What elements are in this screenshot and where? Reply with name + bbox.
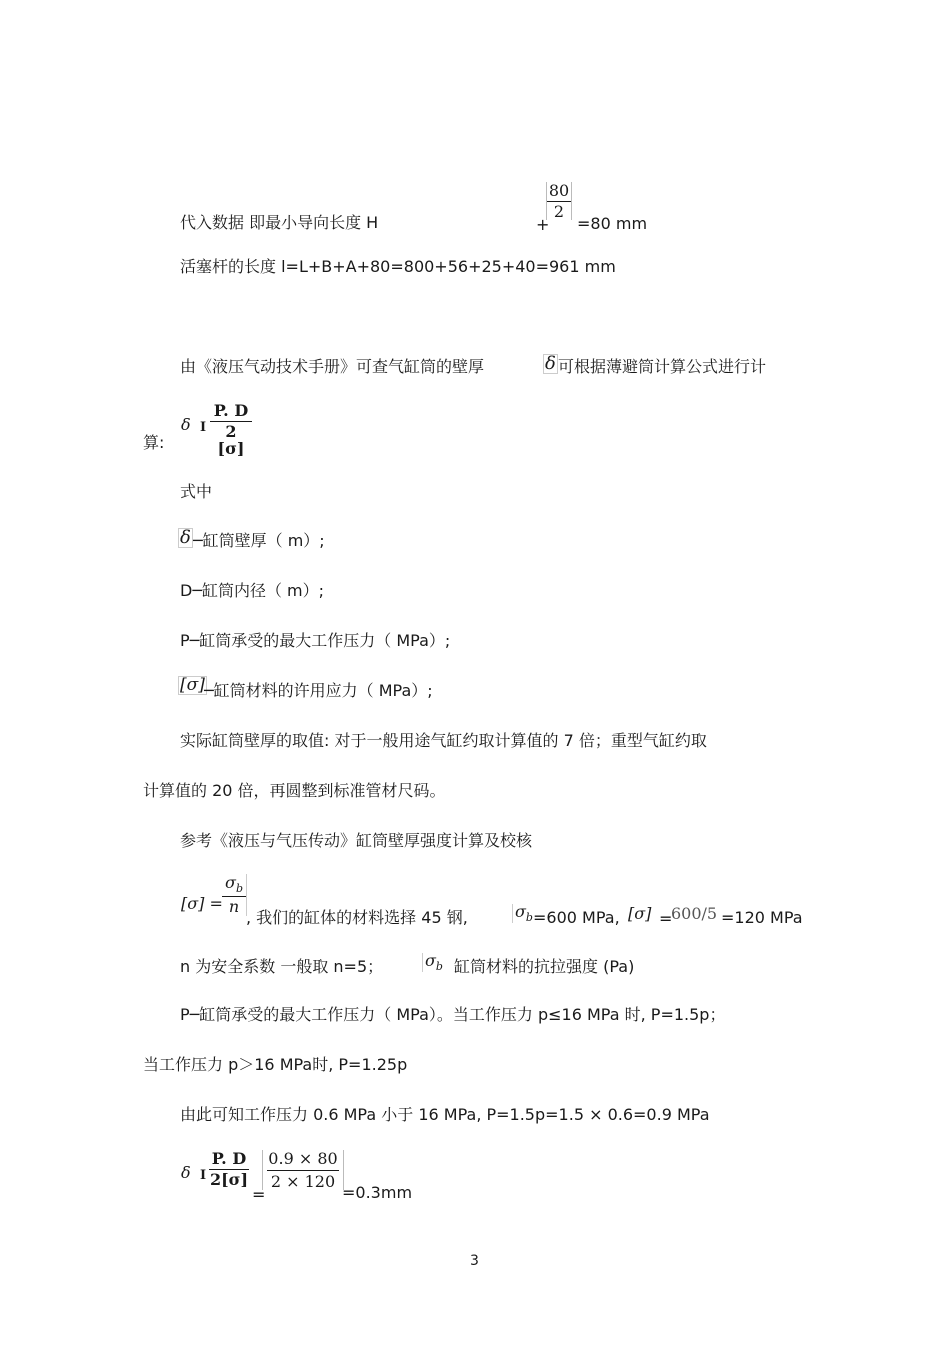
formula-denominator: 2 [σ] <box>217 421 245 459</box>
equals-mark: I <box>200 420 207 435</box>
def-max-pressure: P─缸筒承受的最大工作压力（ MPa）; <box>180 631 451 650</box>
allowable-stress-value: =120 MPa <box>721 908 803 927</box>
numeric-denominator: 2 × 120 <box>270 1171 336 1191</box>
calc-label: 算: <box>143 433 165 452</box>
manual-reference-text: 由《液压气动技术手册》可查气缸筒的壁厚 <box>180 357 485 376</box>
wall-thickness-formula <box>210 402 252 458</box>
sigma-numerator: σ <box>225 873 236 892</box>
def-inner-diameter: D─缸筒内径（ m）; <box>180 581 325 600</box>
piston-rod-length: 活塞杆的长度 l=L+B+A+80=800+56+25+40=961 mm <box>180 257 616 276</box>
sigma-b-symbol: $\sigma_b$ <box>512 904 533 923</box>
equals-sign: = <box>659 909 673 928</box>
where-label: 式中 <box>180 482 213 501</box>
actual-thickness-text-2: 计算值的 20 倍，再圆整到标准管材尺码。 <box>143 781 446 800</box>
fraction-80-over-2 <box>546 182 572 220</box>
def-allowable-stress: ─缸筒材料的许用应力（ MPa）; <box>204 681 433 700</box>
substitution-text: 代入数据 即最小导向长度 H <box>180 213 379 232</box>
delta-symbol: δ <box>545 353 556 374</box>
equals-mark: I <box>200 1168 207 1183</box>
actual-thickness-text-1: 实际缸筒壁厚的取值: 对于一般用途气缸约取计算值的 7 倍；重型气缸约取 <box>180 731 707 750</box>
working-pressure-text: 由此可知工作压力 0.6 MPa 小于 16 MPa, P=1.5p=1.5 × 0.6=0.9 MPa <box>180 1105 710 1124</box>
sigma-bracket-symbol: [σ] <box>628 904 652 923</box>
formula-numerator: P. D <box>211 1149 247 1168</box>
pressure-rule-text-1: P─缸筒承受的最大工作压力（ MPa）。当工作压力 p≤16 MPa 时, P=1.5p； <box>180 1005 726 1024</box>
fraction-numerator: 80 <box>548 181 570 200</box>
wall-thickness-formula <box>209 1150 249 1188</box>
def-wall-thickness: ─缸筒壁厚（ m）; <box>193 531 325 550</box>
page-number: 3 <box>470 1253 479 1269</box>
sigma-over-n-fraction <box>222 874 247 916</box>
tensile-strength-value: =600 MPa, <box>533 908 620 927</box>
fraction-denominator: 2 <box>553 201 565 221</box>
allowable-stress-lhs: [σ] = <box>181 894 223 913</box>
formula-intro-text: 可根据薄避筒计算公式进行计 <box>558 357 767 376</box>
pressure-rule-text-2: 当工作压力 p＞16 MPa时, P=1.25p <box>143 1055 408 1074</box>
formula-numerator: P. D <box>213 401 249 420</box>
delta-symbol: δ <box>180 527 191 548</box>
sigma-b-symbol: $\sigma_b$ <box>422 953 443 972</box>
tensile-strength-def: 缸筒材料的抗拉强度 (Pa) <box>454 957 635 976</box>
material-choice-text: , 我们的缸体的材料选择 45 钢, <box>246 908 468 927</box>
safety-factor-text: n 为安全系数 一般取 n=5； <box>180 957 384 976</box>
numeric-fraction <box>262 1150 344 1190</box>
stress-ratio: 600/5 <box>671 904 718 923</box>
equals-sign: = <box>252 1185 266 1204</box>
sigma-subscript: b <box>235 882 243 896</box>
guide-length-result: =80 mm <box>577 214 648 233</box>
reference-text: 参考《液压与气压传动》缸筒壁厚强度计算及校核 <box>180 831 533 850</box>
delta-symbol: δ <box>181 1163 191 1182</box>
formula-denominator: 2[σ] <box>209 1169 249 1189</box>
n-denominator: n <box>228 897 240 917</box>
numeric-numerator: 0.9 × 80 <box>268 1149 338 1168</box>
delta-symbol: δ <box>181 415 191 434</box>
plus-sign: + <box>536 215 550 234</box>
sigma-bracket-symbol: [σ] <box>180 675 205 695</box>
wall-thickness-result: =0.3mm <box>342 1183 413 1202</box>
